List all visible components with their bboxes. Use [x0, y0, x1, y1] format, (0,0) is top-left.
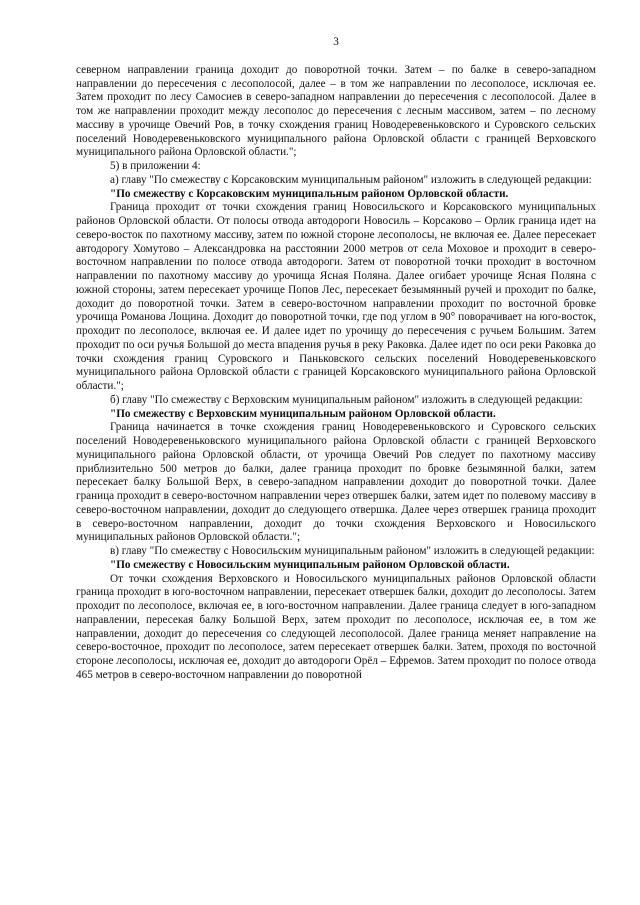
- paragraph-korsakovsky-border: Граница проходит от точки схождения границ Новосильского и Корсаковского муниципальных районов Орловской области. От полосы отвода автодороги Новосиль – Корсаково – Орлик граница идет на северо-восток по пахотному массиву, затем по южной стороне лесополосы, не включая ее. Далее пересекает автодорогу Хомутово – Александровка на расстоянии 2000 метров от села Моховое и проходит в северо-восточном направлении по полосе отвода автодороги. Затем от поворотной точки проходит в восточном направлении по пахотному массиву до урочища Ясная Поляна. Далее огибает урочище Ясная Поляна с южной стороны, затем пересекает урочище Попов Лес, пересекает безымянный ручей и проходит по балке, доходит до поворотной точки. Затем в северо-восточном направлении проходит по восточной бровке урочища Романова Лощина. Доходит до поворотной точки, где под углом в 90° поворачивает на юго-восток, проходит по лесополосе, включая ее. И далее идет по урочищу до пересечения с ручьем Большим. Затем проходит по оси ручья Большой до места впадения ручья в реку Раковка. Далее идет по оси реки Раковка до точки схождения границ Суровского и Паньковского сельских поселений Новодеревеньковского муниципального района Орловской области с границей Корсаковского муниципального района Орловской области.";: [76, 201, 596, 392]
- page-number: 3: [333, 36, 339, 48]
- section-heading-verkhovsky: "По смежеству с Верховским муниципальным районом Орловской области.: [110, 407, 496, 420]
- section-heading-novosilsky: "По смежеству с Новосильским муниципальным районом Орловской области.: [110, 558, 510, 571]
- paragraph-continuation: северном направлении граница доходит до поворотной точки. Затем – по балке в северо-западном направлении до пересечения с лесополосой, далее – в том же направлении по лесополосе, исключая ее. Затем проходит по лесу Самосиев в северо-западном направлении до пересечения с лесополосой. Далее в том же направлении проходит между лесополос до пересечения с лесным массивом, затем – по лесному массиву в урочище Овечий Ров, в точку схождения границ Новодеревеньковского и Суровского сельских поселений Новодеревеньковского муниципального района Орловской области с границей Верховского муниципального района Орловской области.";: [76, 63, 596, 159]
- list-item-appendix-4: 5) в приложении 4:: [110, 160, 201, 172]
- list-item-b: б) главу "По смежеству с Верховским муниципальным районом" изложить в следующей редакции:: [110, 393, 583, 406]
- paragraph-novosilsky-border: От точки схождения Верховского и Новосильского муниципальных районов Орловской области граница проходит в юго-восточном направлении, пересекает отвершек балки, доходит до лесополосы. Затем проходит по лесополосе, включая ее, в юго-восточном направлении. Далее граница следует в юго-западном направлении, пересекая балку Большой Верх, затем проходит по лесополосе, исключая ее, в том же направлении, доходит до пересечения со следующей лесополосой. Далее граница меняет направление на северо-восточное, проходит по лесополосе, затем пересекает отвершек балки. Затем, проходя по восточной стороне лесополосы, исключая ее, доходит до автодороги Орёл – Ефремов. Затем проходит по полосе отвода 465 метров в северо-восточном направлении до поворотной: [76, 572, 596, 681]
- section-heading-korsakovsky: "По смежеству с Корсаковским муниципальным районом Орловской области.: [110, 187, 509, 200]
- paragraph-verkhovsky-border: Граница начинается в точке схождения границ Новодеревеньковского и Суровского сельских поселений Новодеревеньковского муниципального района Орловской области с границей Верховского муниципального района Орловской области, от урочища Овечий Ров следует по пахотному массиву приблизительно 500 метров до балки, далее граница проходит по бровке безымянной балки, затем пересекает балку Большой Верх, в северо-западном направлении доходит до поворотной точки. Далее граница проходит в северо-восточном направлении через отвершек балки, затем идет по полевому массиву в северо-восточном направлении, доходит до следующего отвершка. Далее через отвершек граница проходит в северо-восточном направлении, доходит до точки схождения Верховского и Новосильского муниципальных районов Орловской области.";: [76, 421, 596, 544]
- list-item-a: а) главу "По смежеству с Корсаковским муниципальным районом" изложить в следующей редакции:: [110, 173, 592, 186]
- list-item-v: в) главу "По смежеству с Новосильским муниципальным районом" изложить в следующей редакции:: [110, 545, 595, 557]
